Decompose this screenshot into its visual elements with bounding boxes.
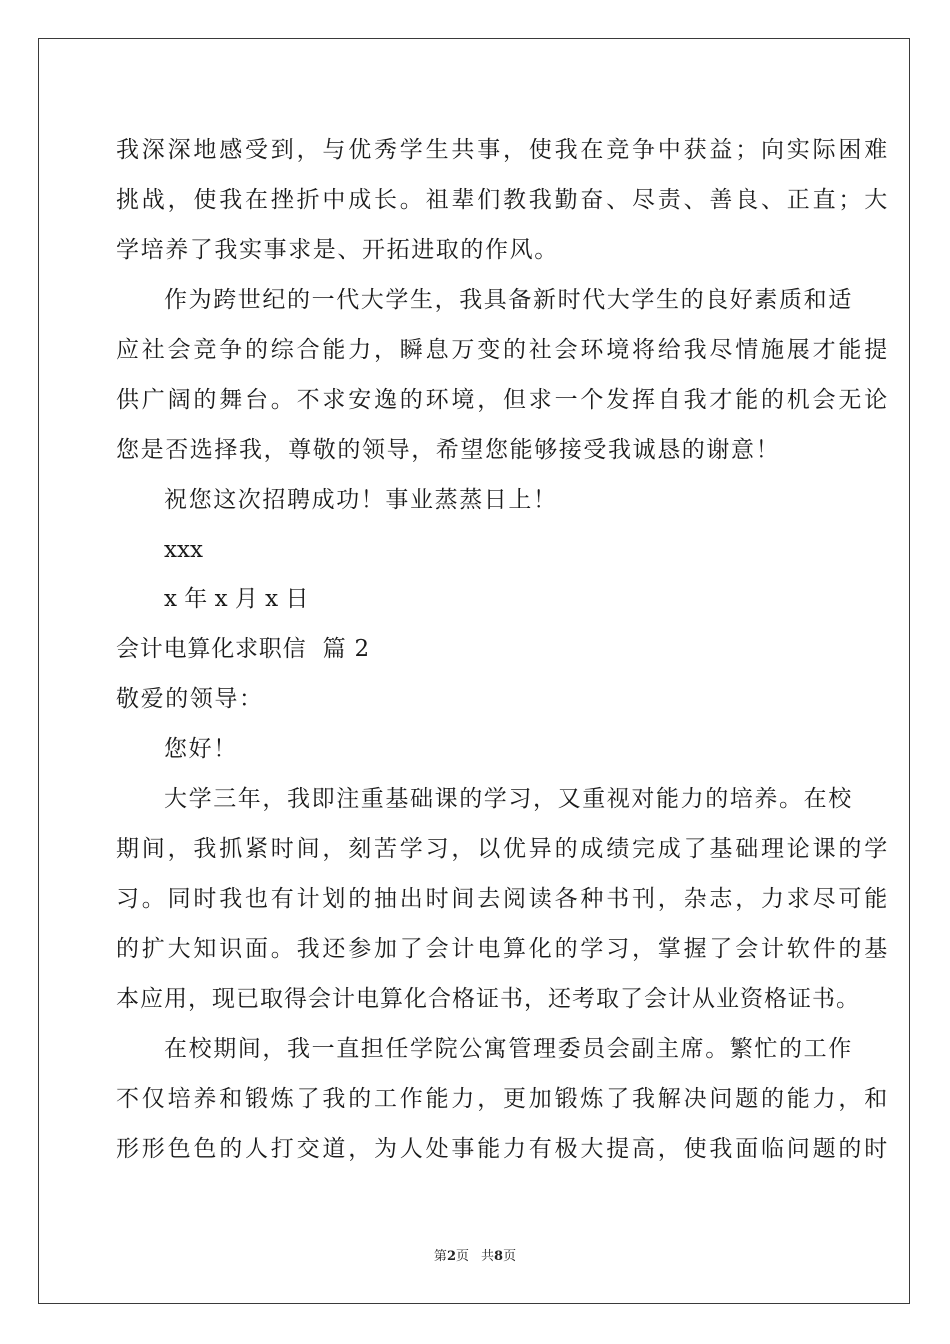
text-line: 期间，我抓紧时间，刻苦学习，以优异的成绩完成了基础理论课的学 <box>116 836 890 862</box>
text-line: 本应用，现已取得会计电算化合格证书，还考取了会计从业资格证书。 <box>116 986 860 1012</box>
text-line: 应社会竞争的综合能力，瞬息万变的社会环境将给我尽情施展才能提 <box>116 337 890 363</box>
paragraph-first-line: 作为跨世纪的一代大学生，我具备新时代大学生的良好素质和适 <box>164 287 853 313</box>
paragraph-first-line: 在校期间，我一直担任学院公寓管理委员会副主席。繁忙的工作 <box>164 1036 853 1062</box>
text-line: 您是否选择我，尊敬的领导，希望您能够接受我诚恳的谢意！ <box>116 437 781 463</box>
salutation: 敬爱的领导： <box>116 686 264 712</box>
page-footer <box>0 1248 950 1266</box>
signature-name: xxx <box>164 537 203 563</box>
total-label-prefix: 共 <box>481 1249 495 1264</box>
text-line: 习。同时我也有计划的抽出时间去阅读各种书刊，杂志，力求尽可能 <box>116 886 890 912</box>
text-line: 学培养了我实事求是、开拓进取的作风。 <box>116 237 559 263</box>
signature-date: x 年 x 月 x 日 <box>164 586 309 612</box>
text-line: 不仅培养和锻炼了我的工作能力，更加锻炼了我解决问题的能力，和 <box>116 1086 890 1112</box>
page-label-prefix: 第 <box>433 1249 447 1264</box>
section-heading: 会计电算化求职信 篇 2 <box>116 636 370 662</box>
text-line: 我深深地感受到，与优秀学生共事，使我在竞争中获益；向实际困难 <box>116 137 890 163</box>
paragraph-first-line: 大学三年，我即注重基础课的学习，又重视对能力的培养。在校 <box>164 786 853 812</box>
page-label-mid: 页 <box>455 1249 469 1264</box>
total-page-number: 8 <box>494 1249 504 1264</box>
text-line: 挑战，使我在挫折中成长。祖辈们教我勤奋、尽责、善良、正直；大 <box>116 187 890 213</box>
text-line: 供广阔的舞台。不求安逸的环境，但求一个发挥自我才能的机会无论 <box>116 387 890 413</box>
greeting: 您好！ <box>164 736 238 762</box>
closing-wish: 祝您这次招聘成功！事业蒸蒸日上！ <box>164 487 558 513</box>
total-label-suffix: 页 <box>503 1249 517 1264</box>
page-border <box>38 38 910 1304</box>
text-line: 形形色色的人打交道，为人处事能力有极大提高，使我面临问题的时 <box>116 1136 890 1162</box>
text-line: 的扩大知识面。我还参加了会计电算化的学习，掌握了会计软件的基 <box>116 936 890 962</box>
current-page-number: 2 <box>446 1249 456 1264</box>
